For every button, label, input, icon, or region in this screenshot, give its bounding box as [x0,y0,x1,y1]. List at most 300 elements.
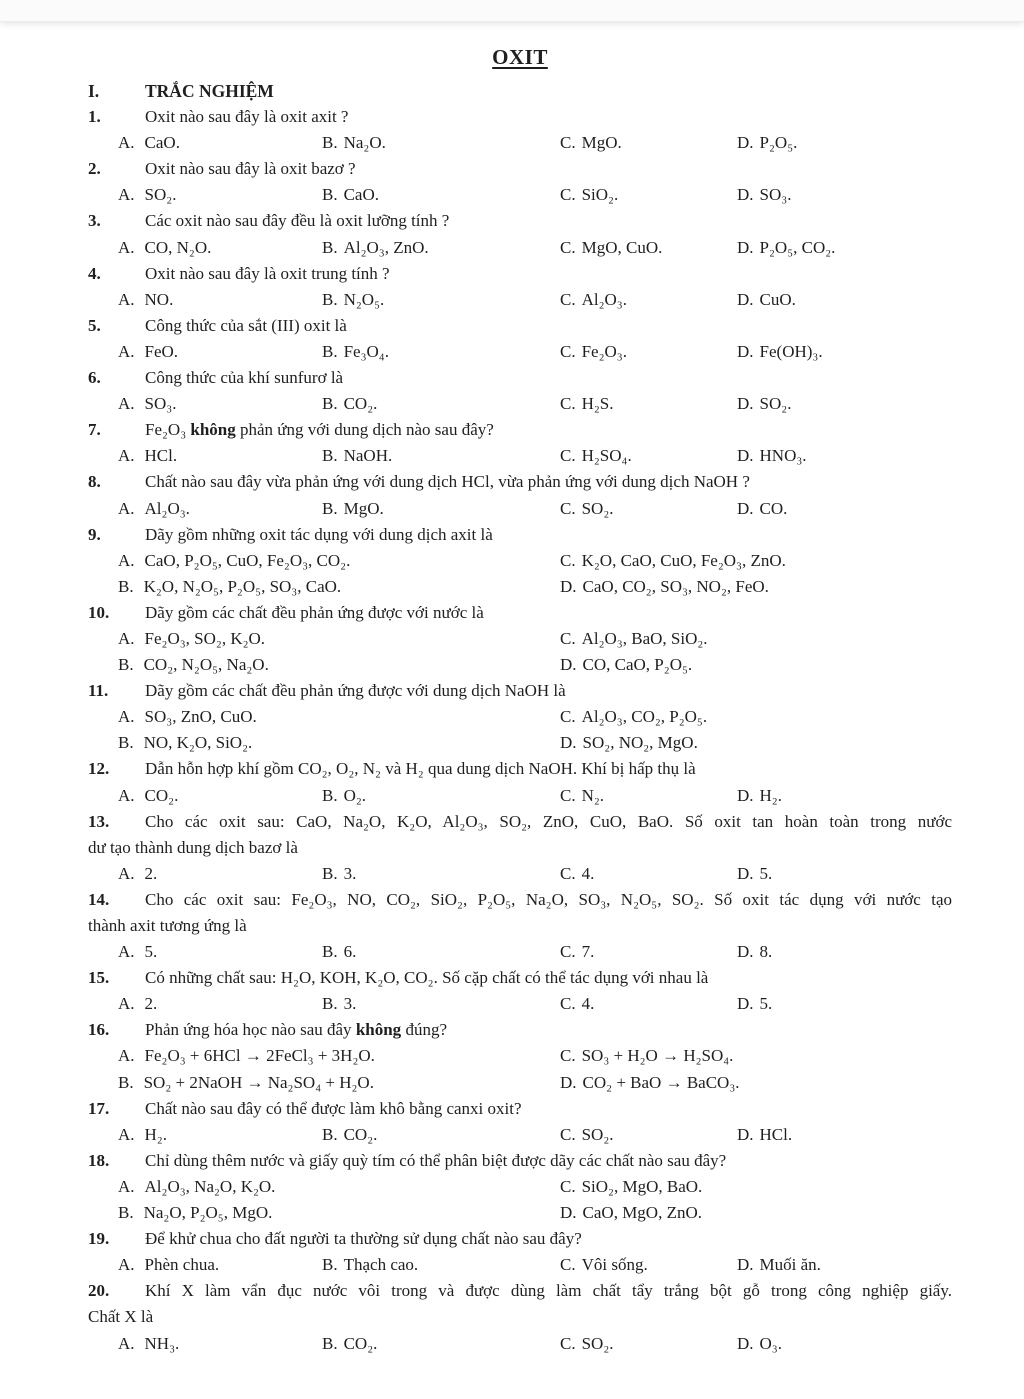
options-row [88,783,952,809]
answer-option [560,1122,737,1148]
question-stem-line [88,156,952,182]
option-text: MgO. [343,498,384,518]
answer-option [118,783,322,809]
answer-option [322,391,560,417]
option-text: CO₂, N₂O₅, Na₂O. [143,655,269,675]
option-text: O₃. [759,1333,782,1353]
answer-option [118,1122,322,1148]
answer-option [118,391,322,417]
option-text: CO₂. [343,1124,378,1144]
answer-option [322,1252,560,1278]
option-text: CaO, CO₂, SO₃, NO₂, FeO. [582,576,769,596]
option-text: SO₃. [759,185,792,205]
answer-option [560,339,737,365]
answer-option [737,1122,952,1148]
option-text: H₂SO₄. [581,446,632,466]
answer-option [118,548,560,574]
option-letter: D. [737,394,754,414]
option-text: SO₂. [581,1333,614,1353]
option-text: CO₂. [343,1333,378,1353]
question-number: 1. [88,107,101,127]
option-text: HNO₃. [759,446,807,466]
answer-option [118,235,322,261]
option-letter: A. [118,289,135,309]
option-text: N₂. [581,785,605,805]
option-text: Fe₂O₃, SO₂, K₂O. [144,628,266,648]
option-text: Phèn chua. [144,1255,220,1275]
stem-text: Fe₂O₃ [145,420,191,440]
question [88,522,952,600]
question-stem-line [88,313,952,339]
answer-option [560,1331,737,1357]
answer-option [737,861,952,887]
answer-option [560,1043,952,1069]
option-letter: C. [560,133,576,153]
option-letter: B. [322,185,338,205]
option-text: SO₂. [581,498,614,518]
option-text: 7. [581,942,595,962]
section-heading [88,78,952,104]
option-text: NH₃. [144,1333,180,1353]
question-stem-line [88,1096,952,1122]
answer-option [118,443,322,469]
option-text: 3. [343,994,357,1014]
answer-option [737,1331,952,1357]
options-row [88,339,952,365]
answer-option [737,391,952,417]
option-text: CuO. [759,289,796,309]
answer-option [118,1252,322,1278]
option-text: Al₂O₃. [144,498,190,518]
stem-text: dư tạo thành dung dịch bazơ là [88,837,298,857]
answer-option [560,652,952,678]
option-letter: D. [560,1203,577,1223]
option-letter: D. [737,133,754,153]
question-stem-line [88,678,952,704]
question [88,1017,952,1095]
option-letter: A. [118,237,135,257]
stem-text: đúng? [401,1020,447,1040]
question-number: 6. [88,368,101,388]
answer-option [322,991,560,1017]
options-row [88,287,952,313]
question-number: 5. [88,315,101,335]
answer-option [118,730,560,756]
question [88,678,952,756]
option-text: Fe₂O₃ + 6HCl → 2FeCl₃ + 3H₂O. [144,1046,375,1066]
answer-option [322,235,560,261]
question-stem-line [88,417,952,443]
options-row [88,548,952,574]
options-row [88,443,952,469]
answer-option [322,339,560,365]
answer-option [322,443,560,469]
section-numeral: I. [88,81,100,101]
options-row [88,130,952,156]
question [88,365,952,417]
question-stem-line [88,104,952,130]
option-letter: B. [322,498,338,518]
question [88,756,952,808]
option-letter: A. [118,1176,135,1196]
option-text: CO, CaO, P₂O₅. [582,655,693,675]
option-text: CO₂. [343,394,378,414]
answer-option [118,1043,560,1069]
answer-option [118,339,322,365]
page-title [88,44,952,71]
question-stem-line [88,365,952,391]
option-letter: C. [560,498,576,518]
stem-text: Khí X làm vẩn đục nước vôi trong và được dùng làm chất tẩy trắng bột gỗ trong công nghiệp giấy. [145,1281,952,1301]
answer-option [322,496,560,522]
option-letter: B. [322,942,338,962]
question-number: 4. [88,263,101,283]
option-letter: B. [322,863,338,883]
option-text: Al₂O₃, BaO, SiO₂. [581,628,708,648]
question-stem-line [88,1148,952,1174]
option-letter: C. [560,237,576,257]
stem-text: Chất X là [88,1307,154,1327]
option-text: H₂S. [581,394,614,414]
option-text: 4. [581,863,595,883]
question-number: 16. [88,1020,110,1040]
stem-text: Để khử chua cho đất người ta thường sử dụng chất nào sau đây? [145,1229,582,1249]
option-text: SiO₂. [581,185,619,205]
answer-option [118,1331,322,1357]
option-letter: A. [118,446,135,466]
answer-option [560,1174,952,1200]
options-row [88,1252,952,1278]
question [88,1148,952,1226]
option-letter: D. [737,994,754,1014]
options-row [88,1331,952,1357]
option-letter: C. [560,1176,576,1196]
options-row [88,861,952,887]
option-text: Fe(OH)₃. [759,341,823,361]
answer-option [118,574,560,600]
option-text: P₂O₅. [759,133,798,153]
answer-option [118,1174,560,1200]
option-letter: B. [322,446,338,466]
answer-option [322,1331,560,1357]
option-text: MgO, CuO. [581,237,663,257]
option-letter: D. [737,942,754,962]
answer-option [118,939,322,965]
option-text: Na₂O, P₂O₅, MgO. [143,1203,273,1223]
option-text: Al₂O₃, CO₂, P₂O₅. [581,707,708,727]
answer-option [322,861,560,887]
question [88,600,952,678]
option-letter: A. [118,394,135,414]
answer-option [560,861,737,887]
option-text: 4. [581,994,595,1014]
option-letter: D. [737,785,754,805]
option-text: SO₂. [144,185,177,205]
option-text: SO₂ + 2NaOH → Na₂SO₄ + H₂O. [143,1072,374,1092]
option-text: Vôi sống. [581,1255,648,1275]
options-row [88,1043,952,1069]
question [88,156,952,208]
option-letter: A. [118,707,135,727]
option-text: FeO. [144,341,179,361]
stem-text: Dãy gồm các chất đều phản ứng được với nước là [145,602,484,622]
option-letter: A. [118,341,135,361]
option-letter: B. [118,655,134,675]
question [88,208,952,260]
answer-option [118,861,322,887]
questions-container [88,104,952,1357]
option-letter: B. [322,341,338,361]
stem-text: thành axit tương ứng là [88,916,247,935]
option-letter: A. [118,1333,135,1353]
question-stem-line [88,887,952,913]
answer-option [118,704,560,730]
options-row [88,652,952,678]
question-stem-line [88,965,952,991]
option-text: CO, N₂O. [144,237,212,257]
answer-option [737,130,952,156]
question-stem-line [88,469,952,495]
answer-option [118,496,322,522]
option-letter: A. [118,628,135,648]
option-letter: A. [118,550,135,570]
option-letter: C. [560,628,576,648]
option-text: NO. [144,289,174,309]
answer-option [560,443,737,469]
answer-option [322,939,560,965]
answer-option [737,991,952,1017]
question-number: 2. [88,159,101,179]
question-number: 18. [88,1150,110,1170]
option-text: 5. [144,942,158,962]
question [88,417,952,469]
option-letter: C. [560,1124,576,1144]
question-stem-line [88,522,952,548]
option-text: Al₂O₃, Na₂O, K₂O. [144,1176,276,1196]
question [88,104,952,156]
answer-option [560,704,952,730]
option-letter: B. [322,394,338,414]
option-text: SO₃. [144,394,177,414]
option-letter: B. [118,1072,134,1092]
option-letter: D. [737,185,754,205]
answer-option [560,391,737,417]
option-text: Al₂O₃, ZnO. [343,237,429,257]
answer-option [118,991,322,1017]
answer-option [118,130,322,156]
option-letter: D. [737,1333,754,1353]
option-letter: B. [322,994,338,1014]
option-letter: A. [118,133,135,153]
question [88,809,952,887]
question-stem-line [88,1278,952,1304]
option-letter: C. [560,289,576,309]
option-letter: D. [737,1124,754,1144]
option-text: SO₃ + H₂O → H₂SO₄. [581,1046,734,1066]
option-letter: C. [560,394,576,414]
options-row [88,1174,952,1200]
stem-text: Oxit nào sau đây là oxit bazơ ? [145,159,356,179]
options-row [88,991,952,1017]
answer-option [560,548,952,574]
option-letter: C. [560,1255,576,1275]
question-number: 7. [88,420,101,440]
question-number: 3. [88,211,101,231]
answer-option [560,1200,952,1226]
option-letter: C. [560,863,576,883]
option-letter: A. [118,1255,135,1275]
option-text: 3. [343,863,357,883]
stem-text: Dẫn hỗn hợp khí gồm CO₂, O₂, N₂ và H₂ qua dung dịch NaOH. Khí bị hấp thụ là [145,759,696,779]
stem-text: Chất nào sau đây có thể được làm khô bằng canxi oxit? [145,1098,522,1118]
option-letter: D. [737,498,754,518]
option-text: 6. [343,942,357,962]
stem-text: Chỉ dùng thêm nước và giấy quỳ tím có thể phân biệt được dãy các chất nào sau đây? [145,1150,727,1170]
option-letter: A. [118,942,135,962]
answer-option [322,1122,560,1148]
stem-text: Oxit nào sau đây là oxit axit ? [145,107,349,127]
question-stem-line [88,1017,952,1043]
answer-option [560,730,952,756]
option-letter: C. [560,785,576,805]
answer-option [560,496,737,522]
question [88,965,952,1017]
stem-text: phản ứng với dung dịch nào sau đây? [235,420,494,440]
option-letter: D. [560,655,577,675]
option-letter: D. [737,341,754,361]
option-letter: B. [322,1255,338,1275]
question-number: 15. [88,968,110,988]
option-letter: A. [118,498,135,518]
option-text: Fe₃O₄. [343,341,389,361]
options-row [88,1122,952,1148]
option-text: CaO, MgO, ZnO. [582,1203,702,1223]
answer-option [322,783,560,809]
stem-text: Công thức của sắt (III) oxit là [145,315,347,335]
answer-option [737,496,952,522]
options-row [88,626,952,652]
options-row [88,574,952,600]
question-stem-line [88,1304,952,1330]
answer-option [560,235,737,261]
stem-text: Các oxit nào sau đây đều là oxit lưỡng tính ? [145,211,450,231]
question-stem-line [88,913,952,939]
option-letter: A. [118,863,135,883]
stem-text: không [355,1020,402,1040]
answer-option [118,287,322,313]
page-title-text: OXIT [492,45,548,69]
option-letter: B. [118,1203,134,1223]
answer-option [118,626,560,652]
question [88,1278,952,1356]
question-stem-line [88,261,952,287]
answer-option [560,626,952,652]
option-letter: B. [322,237,338,257]
option-letter: A. [118,185,135,205]
option-letter: C. [560,1046,576,1066]
options-row [88,704,952,730]
answer-option [560,1070,952,1096]
answer-option [737,1252,952,1278]
stem-text: Dãy gồm các chất đều phản ứng được với dung dịch NaOH là [145,681,566,701]
option-text: P₂O₅, CO₂. [759,237,836,257]
question-number: 11. [88,681,109,701]
option-text: 8. [759,942,773,962]
option-letter: B. [322,1124,338,1144]
options-row [88,391,952,417]
question-stem-line [88,208,952,234]
question-stem-line [88,835,952,861]
stem-text: Công thức của khí sunfurơ là [145,368,344,388]
option-letter: D. [560,576,577,596]
answer-option [737,783,952,809]
option-text: SO₂. [581,1124,614,1144]
option-letter: D. [560,1072,577,1092]
answer-option [560,574,952,600]
option-text: SO₂. [759,394,792,414]
question-stem-line [88,1226,952,1252]
page-top-shadow [0,0,1024,22]
question-number: 13. [88,811,110,831]
stem-text: Dãy gồm những oxit tác dụng với dung dịch axit là [145,524,493,544]
answer-option [118,652,560,678]
option-letter: C. [560,341,576,361]
option-letter: D. [737,1255,754,1275]
question-number: 12. [88,759,110,779]
question [88,1226,952,1278]
question-stem-line [88,756,952,782]
option-letter: B. [322,289,338,309]
stem-text: Cho các oxit sau: Fe₂O₃, NO, CO₂, SiO₂, P₂O₅, Na₂O, SO₃, N₂O₅, SO₂. Số oxit tác dụng với nước tạo [145,889,952,909]
option-text: MgO. [581,133,622,153]
question-number: 19. [88,1229,110,1249]
question-number: 9. [88,524,101,544]
option-text: SO₂, NO₂, MgO. [582,733,698,753]
option-letter: B. [322,133,338,153]
option-letter: C. [560,707,576,727]
option-letter: D. [560,733,577,753]
question [88,887,952,965]
question-number: 8. [88,472,101,492]
question [88,1096,952,1148]
option-letter: B. [322,785,338,805]
answer-option [322,287,560,313]
stem-text: Cho các oxit sau: CaO, Na₂O, K₂O, Al₂O₃, SO₂, ZnO, CuO, BaO. Số oxit tan hoàn toàn trong nước [145,811,952,831]
question-number: 17. [88,1098,110,1118]
option-text: Al₂O₃. [581,289,627,309]
option-text: Na₂O. [343,133,386,153]
options-row [88,235,952,261]
option-letter: A. [118,785,135,805]
options-row [88,182,952,208]
option-text: N₂O₅. [343,289,385,309]
option-text: 5. [759,863,773,883]
option-letter: D. [737,863,754,883]
question-number: 10. [88,602,110,622]
option-letter: A. [118,994,135,1014]
answer-option [560,1252,737,1278]
option-text: HCl. [144,446,178,466]
answer-option [560,182,737,208]
answer-option [322,182,560,208]
option-text: NO, K₂O, SiO₂. [143,733,253,753]
answer-option [737,235,952,261]
test-document [88,44,952,1357]
option-letter: B. [322,1333,338,1353]
option-text: K₂O, N₂O₅, P₂O₅, SO₃, CaO. [143,576,342,596]
option-text: H₂. [759,785,782,805]
stem-text: Phản ứng hóa học nào sau đây [145,1020,356,1040]
